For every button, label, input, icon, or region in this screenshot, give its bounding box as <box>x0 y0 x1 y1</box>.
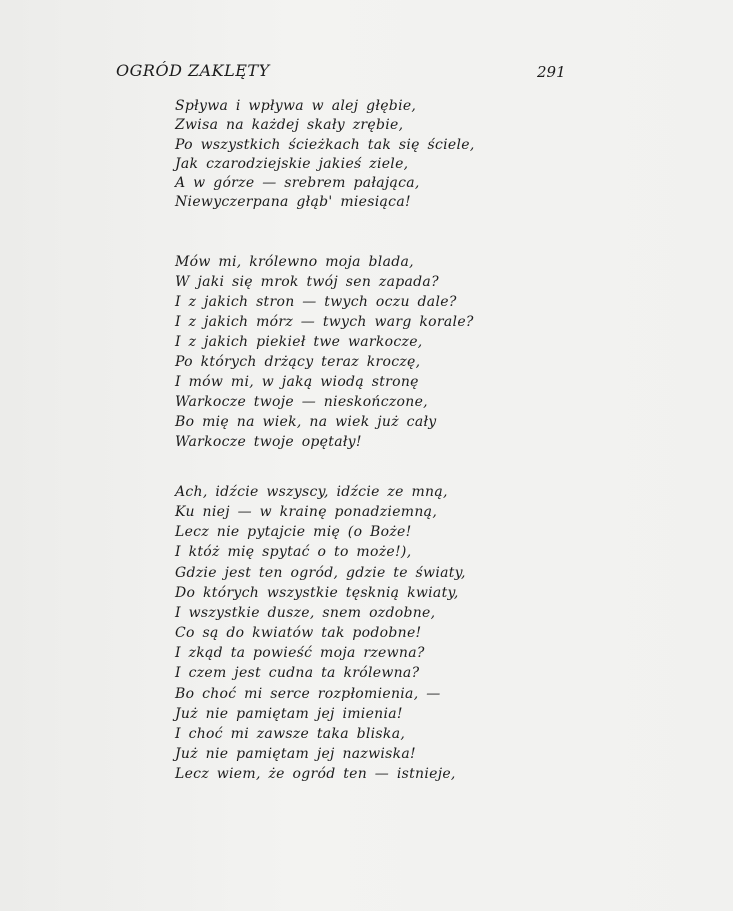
verse-line: Jak czarodziejskie jakieś ziele, <box>175 155 409 172</box>
verse-line: Mów mi, królewno moja blada, <box>175 254 414 270</box>
verse-line: I z jakich piekieł twe warkocze, <box>175 334 423 350</box>
verse-line: Lecz wiem, że ogród ten — istnieje, <box>175 766 456 783</box>
verse-line: I choć mi zawsze taka bliska, <box>175 725 406 742</box>
verse-line: Ach, idźcie wszyscy, idźcie ze mną, <box>175 484 448 500</box>
verse-line: Zwisa na każdej skały zrębie, <box>175 117 404 134</box>
verse-line: Bo mię na wiek, na wiek już cały <box>175 414 437 430</box>
running-head-title: OGRÓD ZAKLĘTY <box>116 61 270 80</box>
verse-line: Do których wszystkie tęsknią kwiaty, <box>175 584 459 601</box>
verse-line: Co są do kwiatów tak podobne! <box>175 625 422 642</box>
page-number: 291 <box>537 63 566 81</box>
verse-line: Bo choć mi serce rozpłomienia, — <box>175 685 441 702</box>
verse-line: I z jakich mórz — twych warg korale? <box>175 314 474 330</box>
verse-line: I z jakich stron — twych oczu dale? <box>175 294 457 310</box>
verse-line: I zkąd ta powieść moja rzewna? <box>175 645 425 662</box>
stanza-3 <box>175 482 466 784</box>
verse-line: Już nie pamiętam jej nazwiska! <box>175 746 416 763</box>
verse-line: Warkocze twoje opętały! <box>175 434 362 450</box>
verse-line: Już nie pamiętam jej imienia! <box>175 705 403 722</box>
verse-line: Ku niej — w krainę ponadziemną, <box>175 504 438 521</box>
verse-line: Spływa i wpływa w alej głębie, <box>175 98 417 114</box>
verse-line: I któż mię spytać o to może!), <box>175 544 412 561</box>
verse-line: A w górze — srebrem pałająca, <box>175 175 420 192</box>
verse-line: Warkocze twoje — nieskończone, <box>175 394 428 410</box>
verse-line: I czem jest cudna ta królewna? <box>175 665 420 682</box>
verse-line: I mów mi, w jaką wiodą stronę <box>175 374 419 390</box>
stanza-1 <box>175 97 475 213</box>
verse-line: Po których drżący teraz kroczę, <box>175 354 421 370</box>
verse-line: Niewyczerpana głąb' miesiąca! <box>175 194 411 211</box>
verse-line: I wszystkie dusze, snem ozdobne, <box>175 604 436 621</box>
verse-line: Gdzie jest ten ogród, gdzie te światy, <box>175 564 466 581</box>
stanza-2 <box>175 252 474 452</box>
verse-line: Po wszystkich ścieżkach tak się ściele, <box>175 136 475 153</box>
verse-line: W jaki się mrok twój sen zapada? <box>175 274 439 290</box>
verse-line: Lecz nie pytajcie mię (o Boże! <box>175 524 412 541</box>
